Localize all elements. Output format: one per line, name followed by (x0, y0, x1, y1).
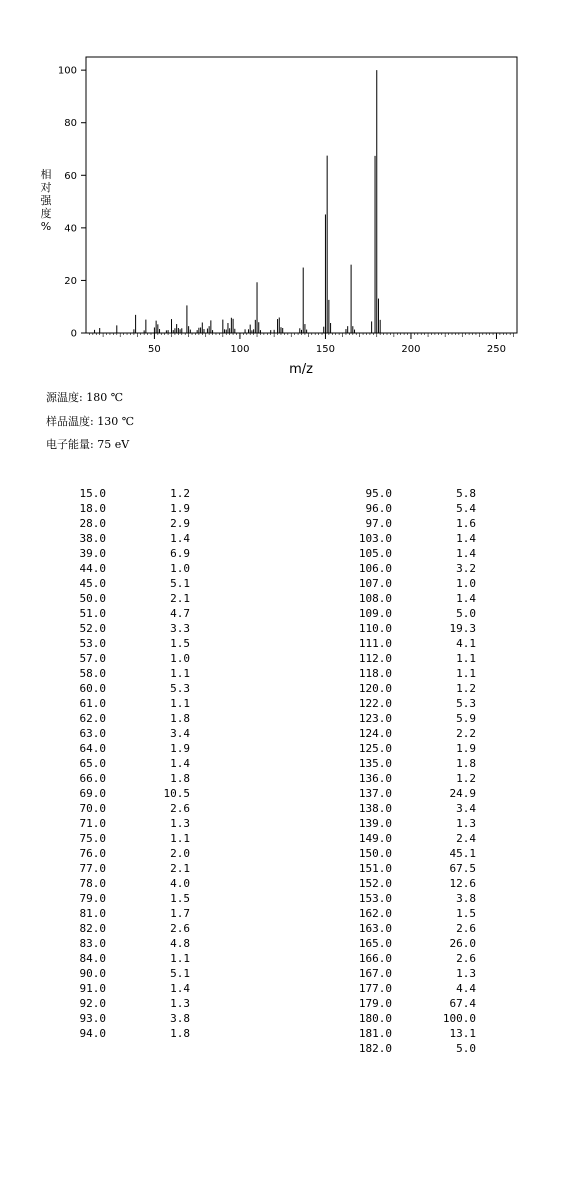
intensity-value: 1.4 (170, 757, 190, 770)
y-axis-ticks (58, 66, 86, 340)
mz-value: 65.0 (79, 757, 106, 770)
table-row (332, 816, 476, 831)
electron-energy-value: 75 eV (97, 438, 130, 451)
table-row (46, 741, 190, 756)
table-row (332, 741, 476, 756)
mz-value: 150.0 (358, 847, 392, 860)
sample-temperature-value: 130 ℃ (97, 415, 135, 428)
intensity-value: 1.5 (170, 892, 190, 905)
mz-value: 163.0 (358, 922, 392, 935)
mz-value: 153.0 (358, 892, 392, 905)
x-tick-label: 200 (401, 344, 421, 355)
mz-value: 38.0 (79, 532, 106, 545)
table-row (332, 711, 476, 726)
intensity-value: 2.4 (456, 832, 476, 845)
intensity-value: 3.3 (170, 622, 190, 635)
plot-frame (86, 57, 517, 333)
mz-value: 151.0 (358, 862, 392, 875)
table-row (332, 681, 476, 696)
mz-value: 180.0 (358, 1012, 392, 1025)
table-row (332, 531, 476, 546)
y-axis-label-char: 度 (40, 207, 52, 220)
intensity-value: 2.6 (170, 922, 190, 935)
table-row (46, 831, 190, 846)
sample-temperature (46, 413, 134, 429)
table-row (46, 561, 190, 576)
intensity-value: 45.1 (449, 847, 476, 860)
mz-value: 50.0 (79, 592, 106, 605)
intensity-value: 1.3 (456, 817, 476, 830)
source-temperature (46, 389, 123, 405)
mz-value: 112.0 (358, 652, 392, 665)
mz-value: 28.0 (79, 517, 106, 530)
mz-value: 69.0 (79, 787, 106, 800)
mz-value: 108.0 (358, 592, 392, 605)
intensity-value: 2.1 (170, 592, 190, 605)
intensity-value: 1.4 (170, 532, 190, 545)
mz-value: 44.0 (79, 562, 106, 575)
source-temperature-label: 源温度: (46, 391, 83, 404)
intensity-value: 1.3 (456, 967, 476, 980)
intensity-value: 1.4 (456, 592, 476, 605)
mz-value: 109.0 (358, 607, 392, 620)
table-row (46, 711, 190, 726)
table-row (46, 486, 190, 501)
intensity-value: 2.6 (170, 802, 190, 815)
table-row (46, 531, 190, 546)
table-row (46, 591, 190, 606)
table-row (46, 756, 190, 771)
table-row (332, 981, 476, 996)
table-row (332, 876, 476, 891)
mz-value: 152.0 (358, 877, 392, 890)
mz-value: 106.0 (358, 562, 392, 575)
table-row (332, 1011, 476, 1026)
table-row (46, 1026, 190, 1041)
mz-value: 90.0 (79, 967, 106, 980)
table-row (332, 591, 476, 606)
mz-value: 84.0 (79, 952, 106, 965)
mz-value: 181.0 (358, 1027, 392, 1040)
table-row (332, 501, 476, 516)
mz-value: 139.0 (358, 817, 392, 830)
intensity-value: 13.1 (449, 1027, 476, 1040)
mz-value: 81.0 (79, 907, 106, 920)
intensity-value: 1.0 (456, 577, 476, 590)
x-tick-label: 150 (315, 344, 335, 355)
mz-value: 136.0 (358, 772, 392, 785)
mz-value: 165.0 (358, 937, 392, 950)
table-row (46, 921, 190, 936)
table-row (332, 651, 476, 666)
table-row (332, 846, 476, 861)
intensity-value: 10.5 (163, 787, 190, 800)
table-row (46, 681, 190, 696)
mz-value: 77.0 (79, 862, 106, 875)
y-tick-label: 100 (57, 65, 77, 77)
x-axis-label: m/z (289, 362, 313, 377)
table-row (46, 696, 190, 711)
table-row (46, 801, 190, 816)
intensity-value: 5.4 (456, 502, 476, 515)
intensity-value: 1.0 (170, 562, 190, 575)
y-tick-label: 0 (70, 328, 77, 340)
intensity-value: 1.1 (456, 667, 476, 680)
y-axis-label-char: 对 (40, 181, 52, 194)
y-axis-label-char: % (40, 220, 52, 233)
intensity-value: 2.9 (170, 517, 190, 530)
table-row (332, 756, 476, 771)
table-row (332, 966, 476, 981)
mz-value: 120.0 (358, 682, 392, 695)
y-tick-label: 40 (64, 223, 77, 235)
mz-value: 95.0 (365, 487, 392, 500)
intensity-value: 67.5 (449, 862, 476, 875)
x-tick-label: 250 (486, 344, 507, 355)
mz-value: 179.0 (358, 997, 392, 1010)
mz-value: 105.0 (358, 547, 392, 560)
intensity-value: 1.8 (170, 1027, 190, 1040)
table-row (46, 996, 190, 1011)
mz-value: 162.0 (358, 907, 392, 920)
mz-value: 110.0 (358, 622, 392, 635)
table-row (46, 906, 190, 921)
table-row (332, 831, 476, 846)
intensity-value: 12.6 (449, 877, 476, 890)
intensity-value: 4.7 (170, 607, 190, 620)
intensity-value: 1.1 (170, 832, 190, 845)
table-row (46, 516, 190, 531)
source-temperature-value: 180 ℃ (86, 391, 124, 404)
mz-value: 83.0 (79, 937, 106, 950)
intensity-value: 1.5 (170, 637, 190, 650)
intensity-value: 3.4 (170, 727, 190, 740)
mz-value: 182.0 (358, 1042, 392, 1055)
intensity-value: 3.2 (456, 562, 476, 575)
table-row (332, 561, 476, 576)
intensity-value: 5.3 (170, 682, 190, 695)
peak-table-left (46, 486, 190, 1041)
mz-value: 103.0 (358, 532, 392, 545)
intensity-value: 1.2 (456, 682, 476, 695)
intensity-value: 1.7 (170, 907, 190, 920)
table-row (332, 486, 476, 501)
mz-value: 93.0 (79, 1012, 106, 1025)
table-row (332, 546, 476, 561)
table-row (332, 606, 476, 621)
table-row (46, 636, 190, 651)
mz-value: 111.0 (358, 637, 392, 650)
mz-value: 78.0 (79, 877, 106, 890)
intensity-value: 1.0 (170, 652, 190, 665)
intensity-value: 1.1 (170, 952, 190, 965)
table-row (332, 891, 476, 906)
y-tick-label: 60 (64, 170, 77, 182)
table-row (46, 816, 190, 831)
table-row (332, 576, 476, 591)
intensity-value: 2.2 (456, 727, 476, 740)
mz-value: 52.0 (79, 622, 106, 635)
intensity-value: 1.8 (456, 757, 476, 770)
mz-value: 135.0 (358, 757, 392, 770)
intensity-value: 1.3 (170, 817, 190, 830)
table-row (332, 726, 476, 741)
table-row (46, 546, 190, 561)
mz-value: 63.0 (79, 727, 106, 740)
electron-energy (46, 436, 129, 452)
table-row (46, 786, 190, 801)
intensity-value: 1.1 (170, 697, 190, 710)
intensity-value: 4.4 (456, 982, 476, 995)
table-row (332, 801, 476, 816)
spectrum-bars (95, 70, 381, 333)
mz-value: 45.0 (79, 577, 106, 590)
table-row (46, 981, 190, 996)
table-row (332, 621, 476, 636)
mz-value: 124.0 (358, 727, 392, 740)
intensity-value: 3.4 (456, 802, 476, 815)
y-axis-label-char: 强 (40, 194, 52, 207)
table-row (46, 951, 190, 966)
y-axis-label (38, 168, 54, 233)
intensity-value: 2.6 (456, 922, 476, 935)
intensity-value: 1.4 (456, 547, 476, 560)
intensity-value: 2.0 (170, 847, 190, 860)
table-row (46, 621, 190, 636)
intensity-value: 1.8 (170, 712, 190, 725)
intensity-value: 5.0 (456, 607, 476, 620)
intensity-value: 1.9 (170, 502, 190, 515)
intensity-value: 1.6 (456, 517, 476, 530)
mz-value: 64.0 (79, 742, 106, 755)
x-tick-label: 50 (148, 344, 161, 355)
x-minor-ticks (89, 333, 513, 337)
intensity-value: 5.9 (456, 712, 476, 725)
y-tick-label: 20 (64, 275, 77, 287)
y-tick-label: 80 (64, 118, 77, 130)
table-row (46, 936, 190, 951)
intensity-value: 1.4 (170, 982, 190, 995)
table-row (332, 921, 476, 936)
intensity-value: 6.9 (170, 547, 190, 560)
table-row (332, 786, 476, 801)
intensity-value: 5.1 (170, 967, 190, 980)
intensity-value: 5.3 (456, 697, 476, 710)
mz-value: 137.0 (358, 787, 392, 800)
intensity-value: 26.0 (449, 937, 476, 950)
mz-value: 51.0 (79, 607, 106, 620)
intensity-value: 67.4 (449, 997, 476, 1010)
mz-value: 61.0 (79, 697, 106, 710)
intensity-value: 5.1 (170, 577, 190, 590)
intensity-value: 1.9 (170, 742, 190, 755)
mz-value: 118.0 (358, 667, 392, 680)
intensity-value: 1.2 (170, 487, 190, 500)
mz-value: 107.0 (358, 577, 392, 590)
x-axis-ticks (148, 333, 506, 355)
mz-value: 138.0 (358, 802, 392, 815)
table-row (332, 636, 476, 651)
table-row (332, 696, 476, 711)
mass-spectrum-chart (0, 0, 570, 380)
table-row (332, 666, 476, 681)
table-row (332, 951, 476, 966)
x-tick-label: 100 (230, 344, 250, 355)
intensity-value: 1.8 (170, 772, 190, 785)
mz-value: 125.0 (358, 742, 392, 755)
table-row (46, 576, 190, 591)
peak-table-right (332, 486, 476, 1056)
intensity-value: 19.3 (449, 622, 476, 635)
table-row (332, 861, 476, 876)
table-row (46, 966, 190, 981)
table-row (46, 651, 190, 666)
intensity-value: 1.5 (456, 907, 476, 920)
mz-value: 79.0 (79, 892, 106, 905)
mz-value: 57.0 (79, 652, 106, 665)
table-row (46, 606, 190, 621)
mz-value: 167.0 (358, 967, 392, 980)
table-row (46, 1011, 190, 1026)
intensity-value: 1.2 (456, 772, 476, 785)
intensity-value: 1.1 (456, 652, 476, 665)
mz-value: 166.0 (358, 952, 392, 965)
mz-value: 53.0 (79, 637, 106, 650)
mz-value: 92.0 (79, 997, 106, 1010)
table-row (332, 996, 476, 1011)
intensity-value: 4.0 (170, 877, 190, 890)
mz-value: 70.0 (79, 802, 106, 815)
mz-value: 177.0 (358, 982, 392, 995)
intensity-value: 3.8 (456, 892, 476, 905)
mz-value: 75.0 (79, 832, 106, 845)
mz-value: 123.0 (358, 712, 392, 725)
intensity-value: 100.0 (442, 1012, 476, 1025)
table-row (46, 861, 190, 876)
table-row (332, 936, 476, 951)
intensity-value: 3.8 (170, 1012, 190, 1025)
mz-value: 97.0 (365, 517, 392, 530)
table-row (46, 666, 190, 681)
mz-value: 149.0 (358, 832, 392, 845)
mz-value: 15.0 (79, 487, 106, 500)
intensity-value: 1.3 (170, 997, 190, 1010)
table-row (332, 516, 476, 531)
y-axis-label-char: 相 (40, 168, 52, 181)
intensity-value: 4.8 (170, 937, 190, 950)
intensity-value: 4.1 (456, 637, 476, 650)
table-row (46, 846, 190, 861)
intensity-value: 1.9 (456, 742, 476, 755)
intensity-value: 2.1 (170, 862, 190, 875)
intensity-value: 1.1 (170, 667, 190, 680)
table-row (46, 726, 190, 741)
intensity-value: 5.0 (456, 1042, 476, 1055)
intensity-value: 5.8 (456, 487, 476, 500)
table-row (332, 771, 476, 786)
mz-value: 71.0 (79, 817, 106, 830)
mz-value: 39.0 (79, 547, 106, 560)
intensity-value: 1.4 (456, 532, 476, 545)
mz-value: 82.0 (79, 922, 106, 935)
mz-value: 94.0 (79, 1027, 106, 1040)
mz-value: 62.0 (79, 712, 106, 725)
mz-value: 58.0 (79, 667, 106, 680)
table-row (332, 1041, 476, 1056)
table-row (332, 1026, 476, 1041)
table-row (46, 891, 190, 906)
table-row (332, 906, 476, 921)
mz-value: 18.0 (79, 502, 106, 515)
electron-energy-label: 电子能量: (46, 438, 94, 451)
intensity-value: 2.6 (456, 952, 476, 965)
mz-value: 76.0 (79, 847, 106, 860)
table-row (46, 501, 190, 516)
table-row (46, 771, 190, 786)
intensity-value: 24.9 (449, 787, 476, 800)
mz-value: 91.0 (79, 982, 106, 995)
mz-value: 66.0 (79, 772, 106, 785)
mz-value: 60.0 (79, 682, 106, 695)
table-row (46, 876, 190, 891)
mz-value: 122.0 (358, 697, 392, 710)
mz-value: 96.0 (365, 502, 392, 515)
sample-temperature-label: 样品温度: (46, 415, 94, 428)
